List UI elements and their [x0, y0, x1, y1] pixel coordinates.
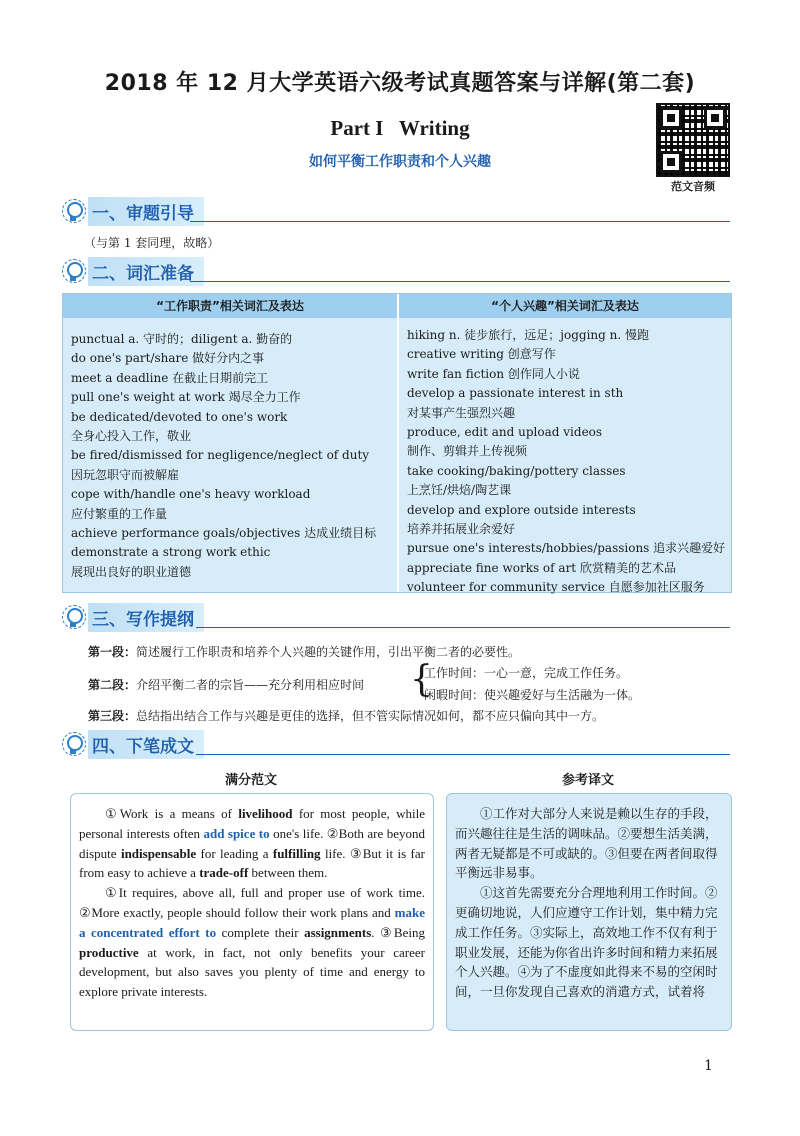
- vocab-item: 培养并拓展业余爱好: [407, 522, 516, 537]
- page-title: 2018 年 12 月大学英语六级考试真题答案与详解(第二套): [104, 71, 696, 96]
- vocab-item: be fired/dismissed for negligence/neglect of duty: [71, 448, 370, 463]
- lightbulb-icon: [62, 259, 84, 283]
- outline-label: 第二段：: [88, 678, 137, 692]
- vocab-header-work: “工作职责”相关词汇及表达: [63, 294, 397, 318]
- vocab-item: develop and explore outside interests: [407, 502, 636, 517]
- vocab-item: cope with/handle one's heavy workload: [71, 487, 311, 502]
- vocab-divider: [397, 294, 399, 592]
- lightbulb-icon: [62, 732, 84, 756]
- vocab-item: 上烹饪/烘焙/陶艺课: [407, 483, 512, 498]
- essay-text-run: . ③Being: [371, 924, 425, 940]
- outline-text: 简述履行工作职责和培养个人兴趣的关键作用，引出平衡二者的必要性。: [136, 645, 521, 659]
- divider: [196, 627, 730, 628]
- vocab-item: take cooking/baking/pottery classes: [407, 463, 626, 478]
- essay-text-run: ①Work is a means of: [105, 806, 239, 821]
- vocab-list-work: [71, 330, 376, 582]
- essay-text-run: for leading a: [196, 845, 273, 861]
- vocab-item: creative writing 创意写作: [407, 347, 556, 362]
- essay-paragraph-1: [79, 804, 425, 883]
- vocab-item: 对某事产生强烈兴趣: [407, 405, 516, 420]
- brace: {: [410, 659, 433, 700]
- vocab-list-interest: [407, 326, 725, 598]
- vocab-item: 展现出良好的职业道德: [71, 564, 192, 579]
- essay-keyword: productive: [79, 944, 139, 960]
- vocab-item: 应付繁重的工作量: [71, 506, 168, 521]
- outline-text: 介绍平衡二者的宗旨——充分利用相应时间: [136, 678, 365, 692]
- essay-topic: 如何平衡工作职责和个人兴趣: [309, 154, 491, 170]
- vocab-item: pursue one's interests/hobbies/passions 追求兴趣爱好: [407, 541, 726, 556]
- section-title: 二、词汇准备: [88, 257, 204, 286]
- vocab-item: volunteer for community service 自愿参加社区服务: [407, 580, 705, 595]
- section-note: （与第 1 套同理，故略）: [84, 236, 220, 250]
- translation-heading: 参考译文: [561, 773, 614, 788]
- essay-keyword: fulfilling: [272, 845, 321, 861]
- vocab-item: 全身心投入工作，敬业: [71, 429, 192, 444]
- essay-paragraph-2: [79, 883, 425, 1002]
- vocab-item: develop a passionate interest in sth: [407, 386, 624, 401]
- page-number: 1: [704, 1058, 713, 1074]
- essay-text-run: at work, in fact, not only benefits your career development, but also saves you plenty of time and energy to explore private interests.: [79, 944, 425, 1000]
- essay-text-run: complete their: [216, 924, 305, 940]
- essay-keyword: assignments: [304, 924, 372, 940]
- section-title: 一、审题引导: [88, 197, 204, 226]
- section-heading-1: [62, 198, 204, 224]
- essay-text-run: between them.: [248, 865, 328, 881]
- qr-code-icon[interactable]: [656, 103, 730, 177]
- model-essay-box: [70, 793, 434, 1031]
- section-title: 四、下笔成文: [88, 730, 204, 759]
- vocab-item: hiking n. 徒步旅行，远足；jogging n. 慢跑: [407, 328, 649, 342]
- vocab-item: 制作、剪辑并上传视频: [407, 444, 528, 459]
- qr-label: 范文音频: [671, 180, 715, 193]
- vocab-item: pull one's weight at work 竭尽全力工作: [71, 390, 301, 405]
- vocab-item: write fan fiction 创作同人小说: [407, 366, 580, 381]
- lightbulb-icon: [62, 605, 84, 629]
- vocab-item: punctual a. 守时的；diligent a. 勤奋的: [71, 332, 293, 346]
- outline-paragraph-3: [88, 707, 604, 724]
- vocab-item: achieve performance goals/objectives 达成业绩目标: [71, 526, 377, 541]
- outline-work-time: 工作时间：一心一意，完成工作任务。: [424, 666, 629, 680]
- outline-paragraph-2: [88, 676, 364, 693]
- essay-text-run: ①It requires, above all, full and proper use of work time. ②More exactly, people should follow their work plans and: [79, 885, 425, 920]
- essay-keyword: trade-off: [199, 865, 249, 881]
- section-heading-4: [62, 731, 204, 757]
- essay-keyword: indispensable: [120, 845, 197, 861]
- divider: [190, 221, 730, 222]
- vocab-item: do one's part/share 做好分内之事: [71, 351, 265, 366]
- essay-keyword: add spice to: [203, 825, 270, 841]
- vocab-item: meet a deadline 在截止日期前完工: [71, 370, 269, 385]
- vocab-item: 因玩忽职守而被解雇: [71, 467, 180, 482]
- vocab-item: demonstrate a strong work ethic: [71, 545, 271, 560]
- essay-keyword: livelihood: [238, 806, 293, 821]
- vocab-item: produce, edit and upload videos: [407, 425, 603, 440]
- translation-paragraph-2: ①这首先需要充分合理地利用工作时间。②更确切地说，人们应遵守工作计划，集中精力完成工作任务。③实际上，高效地工作不仅有利于职业发展，还能为你省出许多时间和精力来拓展个人兴趣。④为了不虚度如此得来不易的空闲时间，一旦你发现自己喜欢的消遣方式，试着将: [455, 885, 718, 1000]
- section-heading-3: [62, 604, 204, 630]
- essay-keyword: make a concentrated effort to: [79, 904, 425, 940]
- model-essay-heading: 满分范文: [224, 773, 277, 788]
- section-heading-2: [62, 258, 204, 284]
- section-title: 三、写作提纲: [88, 603, 204, 632]
- part-heading: Part I Writing: [330, 116, 470, 140]
- translation-paragraph-1: ①工作对大部分人来说是赖以生存的手段，而兴趣往往是生活的调味品。②要想生活美满，两者无疑都是不可或缺的。③但要在两者间取得平衡远非易事。: [455, 806, 718, 881]
- outline-text: 总结指出结合工作与兴趣是更佳的选择，但不管实际情况如何，都不应只偏向其中一方。: [136, 709, 605, 723]
- essay-text-run: one's life. ②Both are beyond dispute: [79, 825, 425, 861]
- outline-label: 第三段：: [88, 709, 137, 723]
- translation-text: [455, 804, 723, 1002]
- model-essay-text: [79, 804, 425, 1002]
- translation-box: [446, 793, 732, 1031]
- vocab-item: be dedicated/devoted to one's work: [71, 409, 288, 424]
- outline-label: 第一段：: [88, 645, 137, 659]
- divider: [196, 754, 730, 755]
- divider: [190, 281, 730, 282]
- outline-leisure-time: 闲暇时间：使兴趣爱好与生活融为一体。: [424, 688, 641, 702]
- outline-paragraph-1: [88, 643, 520, 660]
- lightbulb-icon: [62, 199, 84, 223]
- essay-text-run: life. ③But it is far from easy to achieve a: [79, 845, 425, 881]
- vocab-header-interest: “个人兴趣”相关词汇及表达: [399, 294, 731, 318]
- vocab-table: [62, 293, 732, 593]
- essay-text-run: for most people, while personal interests often: [79, 806, 425, 841]
- vocab-item: appreciate fine works of art 欣赏精美的艺术品: [407, 560, 676, 575]
